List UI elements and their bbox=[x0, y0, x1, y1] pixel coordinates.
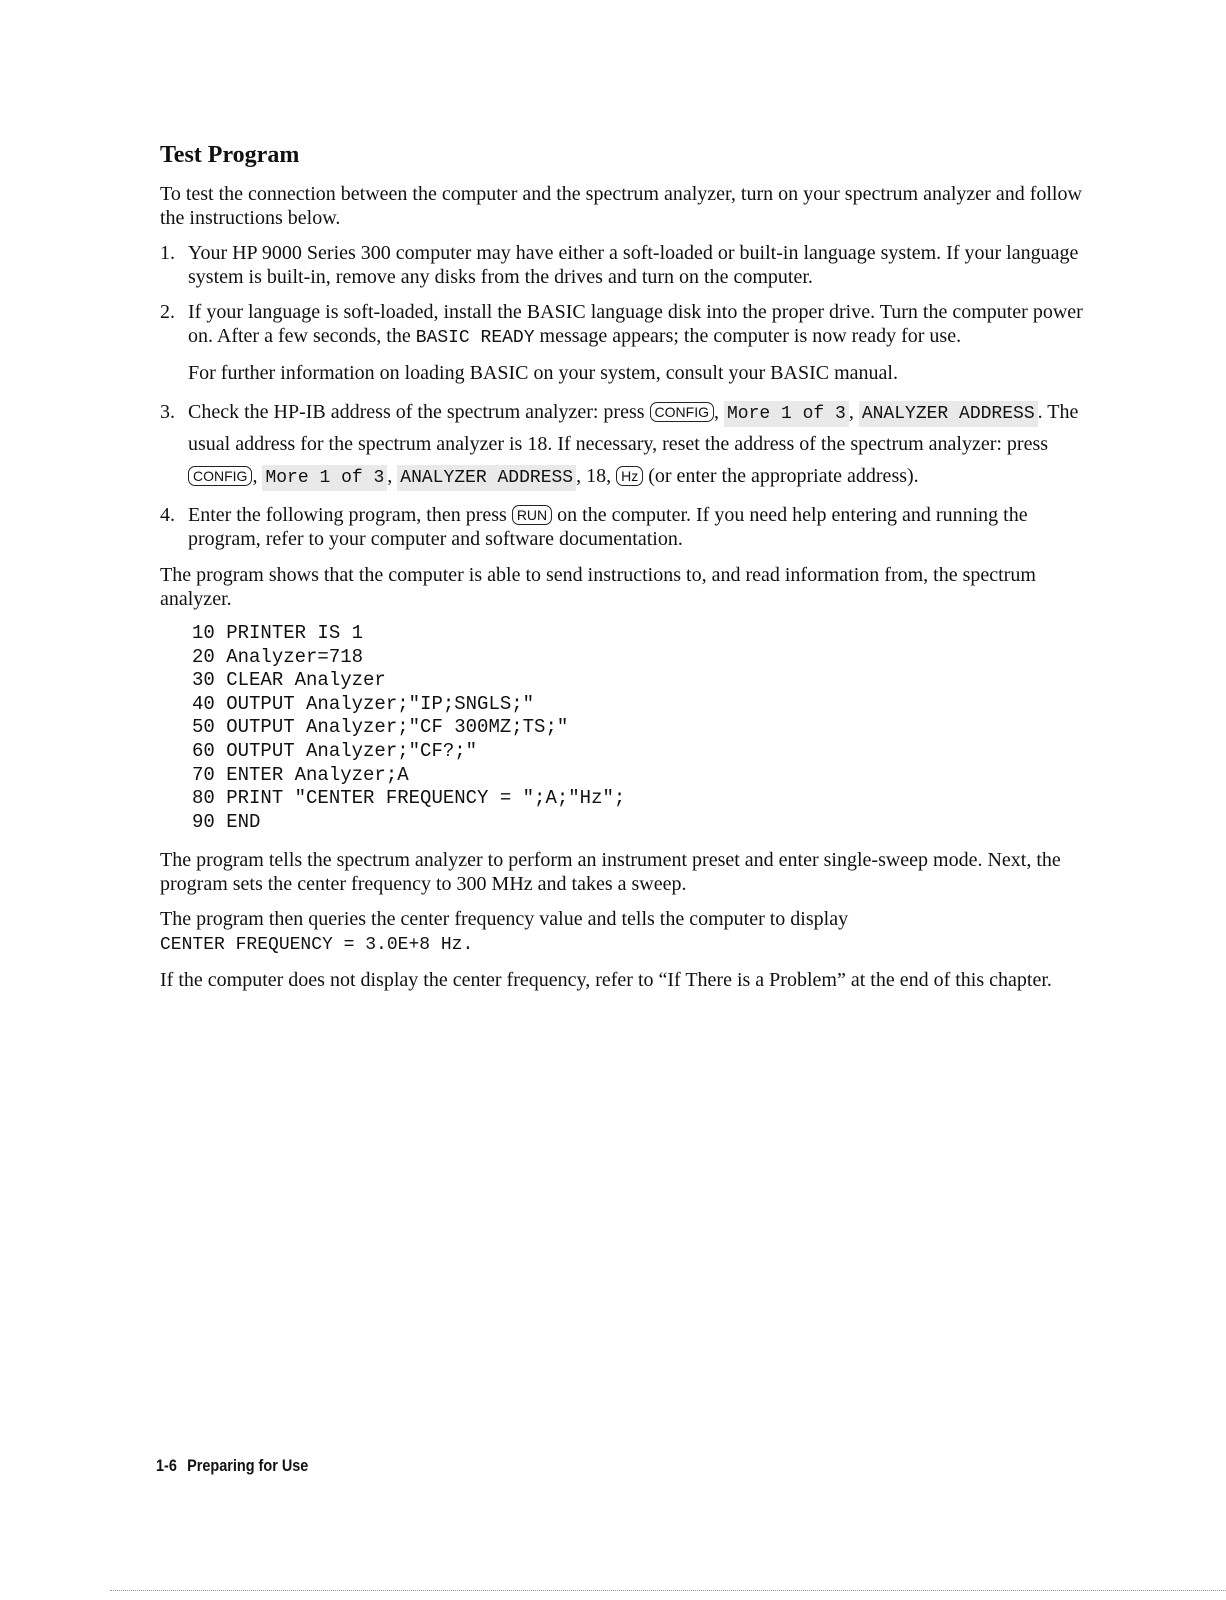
code-line: 60 OUTPUT Analyzer;"CF?;" bbox=[192, 739, 478, 762]
program-intro: The program shows that the computer is able to send instructions to, and read information from, the spectrum analyzer. bbox=[160, 564, 1036, 610]
code-line: 90 END bbox=[192, 810, 261, 833]
step-text: (or enter the appropriate address). bbox=[643, 465, 919, 487]
config-key: CONFIG bbox=[188, 466, 252, 486]
step-text: 18, bbox=[586, 465, 617, 487]
code-line: 30 CLEAR Analyzer bbox=[192, 669, 386, 692]
program-listing bbox=[192, 622, 1090, 834]
run-key: RUN bbox=[512, 505, 552, 525]
step-number: 2. bbox=[160, 301, 175, 323]
step-text: If your language is soft-loaded, install the BASIC language disk into the proper drive. Turn the computer power on. After a few seconds, the bbox=[188, 301, 1083, 347]
step-number: 4. bbox=[160, 504, 175, 526]
step-number: 1. bbox=[160, 242, 175, 264]
step-text: message appears; the computer is now ready for use. bbox=[534, 325, 962, 347]
bottom-rule bbox=[110, 1590, 1226, 1592]
query-paragraph bbox=[160, 907, 1090, 957]
basic-ready-code: BASIC READY bbox=[415, 328, 535, 348]
step-text: Your HP 9000 Series 300 computer may have either a soft-loaded or built-in language system. If your language system is built-in, remove any disks from the drives and turn on the computer. bbox=[188, 242, 1079, 288]
code-line: 10 PRINTER IS 1 bbox=[192, 622, 364, 644]
code-line: 50 OUTPUT Analyzer;"CF 300MZ;TS;" bbox=[192, 716, 569, 739]
step-1 bbox=[160, 241, 1090, 289]
intro-paragraph: To test the connection between the computer and the spectrum analyzer, turn on your spectrum analyzer and follow the instructions below. bbox=[160, 183, 1082, 229]
step-note: For further information on loading BASIC on your system, consult your BASIC manual. bbox=[188, 362, 898, 384]
program-description: The program tells the spectrum analyzer to perform an instrument preset and enter single-sweep mode. Next, the program sets the center frequency to 300 MHz and takes a sweep. bbox=[160, 849, 1061, 896]
code-line: 40 OUTPUT Analyzer;"IP;SNGLS;" bbox=[192, 692, 535, 715]
config-key: CONFIG bbox=[650, 402, 714, 422]
query-text: The program then queries the center frequency value and tells the computer to display bbox=[160, 908, 849, 931]
more-softkey: More 1 of 3 bbox=[724, 401, 849, 427]
step-4 bbox=[160, 503, 1090, 551]
step-text: on the computer. If you need help entering and running the program, refer to your computer and software documentation. bbox=[188, 504, 1028, 550]
step-3: 3. Check the HP-IB address of the spectrum analyzer: press CONFIG , More 1 of 3 , ANALYZER ADDRESS . The usual address for the spectrum analyzer is 18. If necessary, reset the address of the spectrum analyzer: press CONFIG , More 1 of 3 , ANALYZER ADDRESS , 18, Hz (or enter the appropriate address). bbox=[160, 396, 1090, 492]
analyzer-address-softkey: ANALYZER ADDRESS bbox=[397, 465, 576, 491]
page-number: 1-6 bbox=[156, 1456, 177, 1475]
step-text: Check the HP-IB address of the spectrum analyzer: press bbox=[188, 401, 650, 423]
step-2 bbox=[160, 300, 1090, 385]
step-number: 3. bbox=[160, 401, 175, 423]
step-text: Enter the following program, then press bbox=[188, 504, 512, 526]
center-frequency-output: CENTER FREQUENCY = 3.0E+8 Hz. bbox=[160, 935, 474, 956]
section-heading: Test Program bbox=[160, 142, 300, 168]
code-line: 80 PRINT "CENTER FREQUENCY = ";A;"Hz"; bbox=[192, 787, 626, 810]
step-text: . The usual address for the spectrum analyzer is 18. If necessary, reset the address of the spectrum analyzer: press bbox=[188, 401, 1079, 455]
analyzer-address-softkey: ANALYZER ADDRESS bbox=[859, 401, 1038, 427]
problem-paragraph: If the computer does not display the center frequency, refer to “If There is a Problem” at the end of this chapter. bbox=[160, 969, 1052, 992]
document-page bbox=[160, 140, 1090, 1003]
footer-section-title: Preparing for Use bbox=[187, 1456, 309, 1475]
steps-list bbox=[160, 241, 1090, 551]
code-line: 20 Analyzer=718 bbox=[192, 645, 364, 668]
hz-key: Hz bbox=[616, 466, 643, 486]
code-line: 70 ENTER Analyzer;A bbox=[192, 763, 409, 786]
more-softkey: More 1 of 3 bbox=[262, 465, 387, 491]
page-footer bbox=[156, 1456, 308, 1476]
